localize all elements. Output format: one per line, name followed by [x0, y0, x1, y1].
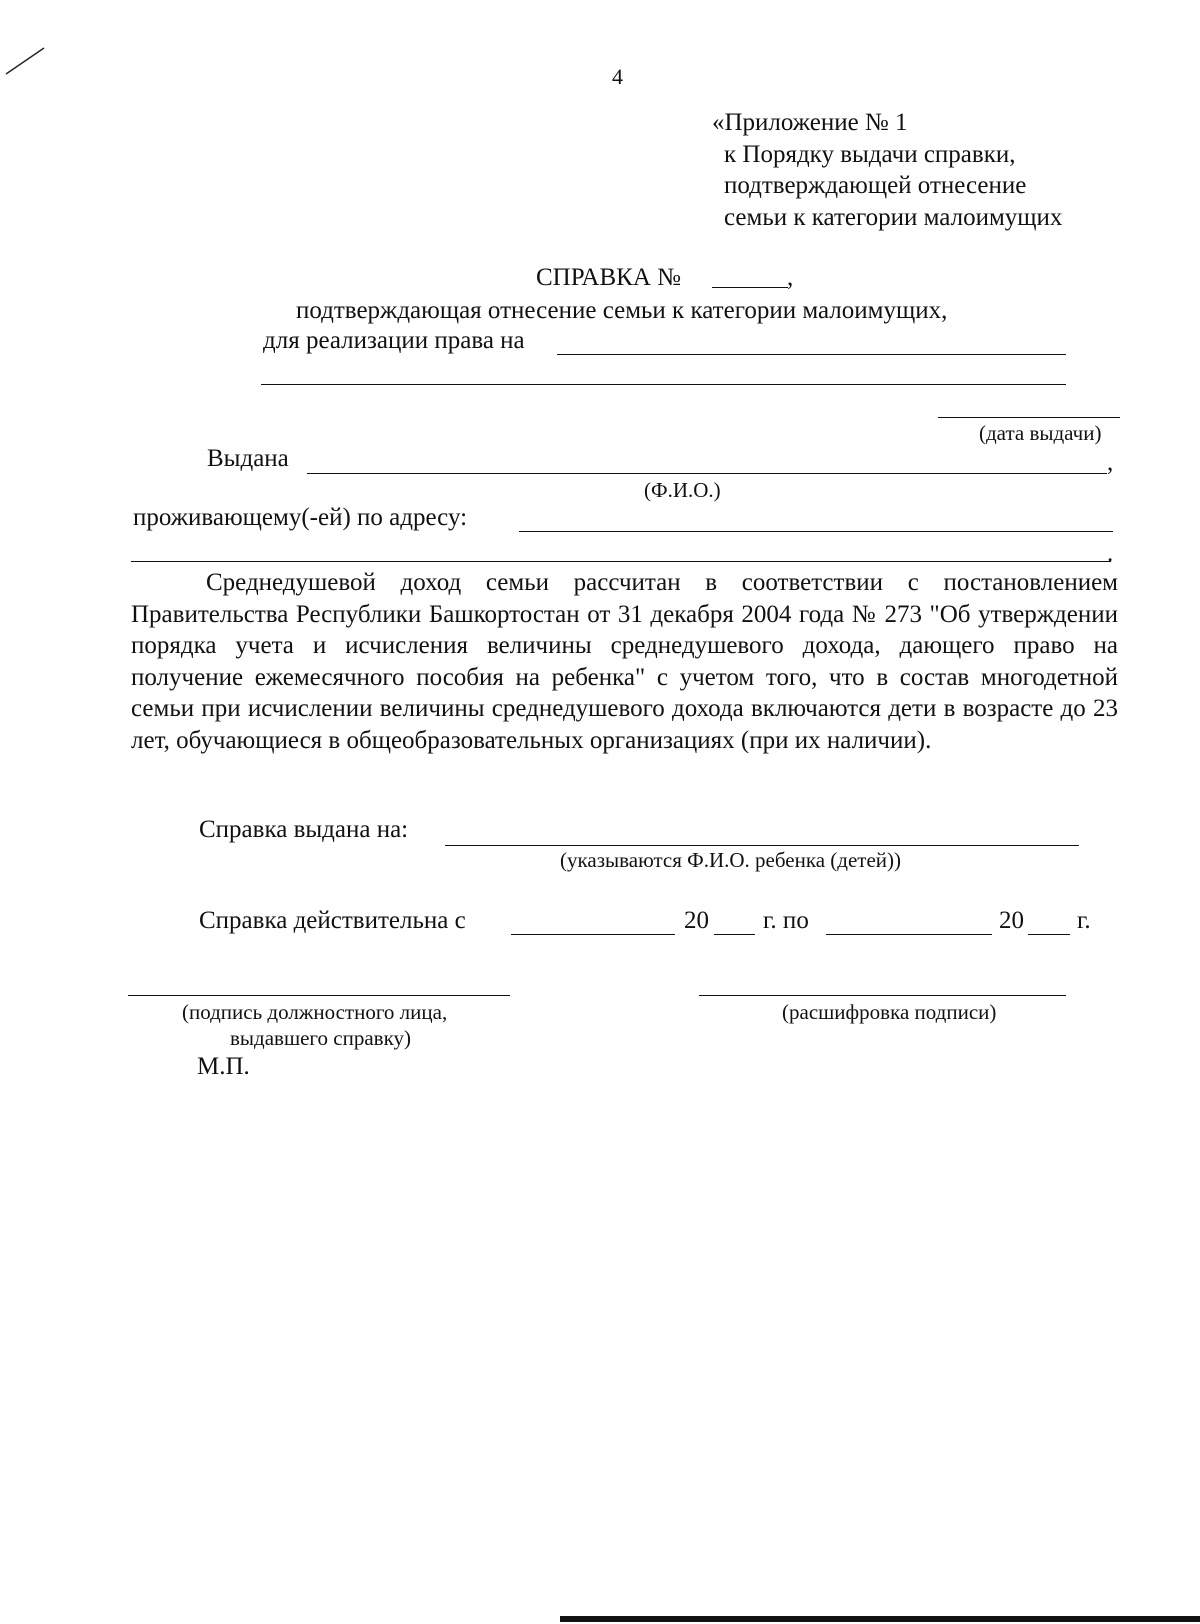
certificate-subtitle: подтверждающая отнесение семьи к категории малоимущих, — [296, 297, 948, 324]
issue-date-field[interactable] — [938, 417, 1120, 418]
scan-edge-border — [560, 1616, 1200, 1622]
valid-from-year-field[interactable] — [714, 934, 755, 935]
address-dot: . — [1107, 540, 1114, 567]
issued-for-label: Справка выдана на: — [199, 816, 409, 843]
address-field[interactable] — [519, 531, 1113, 532]
children-names-field[interactable] — [445, 845, 1079, 846]
income-calculation-paragraph: Среднедушевой доход семьи рассчитан в соответствии с постановлением Правительства Республики Башкортостан от 31 декабря 2004 года № 273 "Об утверждении порядка учета и исчисления величины среднедушевого дохода, дающего право на получение ежемесячного пособия на ребенка" с учетом того, что в состав многодетной семьи при исчислении величины среднедушевого дохода включаются дети в возрасте до 23 лет, обучающиеся в общеобразовательных организациях (при их наличии). — [131, 569, 1118, 754]
valid-to-year-prefix: 20 — [999, 907, 1024, 934]
appendix-line-2: к Порядку выдачи справки, — [724, 141, 1016, 168]
purpose-field-continued[interactable] — [261, 384, 1066, 385]
certificate-heading: СПРАВКА № — [536, 264, 681, 291]
page-number: 4 — [612, 64, 623, 89]
children-names-caption: (указываются Ф.И.О. ребенка (детей)) — [560, 848, 902, 872]
appendix-line-4: семьи к категории малоимущих — [724, 204, 1063, 231]
full-name-field[interactable] — [307, 473, 1107, 474]
official-signature-caption-1: (подпись должностного лица, — [182, 1000, 448, 1024]
appendix-line-3: подтверждающей отнесение — [724, 172, 1027, 199]
signature-decode-field[interactable] — [699, 995, 1066, 996]
valid-to-year-field[interactable] — [1028, 934, 1070, 935]
address-field-continued[interactable] — [131, 561, 1111, 562]
valid-to-date-field[interactable] — [826, 934, 992, 935]
signature-decode-caption: (расшифровка подписи) — [782, 1000, 997, 1024]
seal-place-label: М.П. — [197, 1053, 250, 1080]
validity-label: Справка действительна с — [199, 907, 466, 934]
address-label: проживающему(-ей) по адресу: — [133, 504, 468, 531]
issued-to-label: Выдана — [207, 445, 289, 472]
certificate-heading-comma: , — [787, 264, 794, 291]
pen-stroke-mark — [0, 40, 60, 80]
valid-from-date-field[interactable] — [511, 934, 675, 935]
full-name-caption: (Ф.И.О.) — [644, 478, 721, 502]
appendix-line-1: «Приложение № 1 — [712, 109, 908, 136]
valid-to-label: г. по — [763, 907, 809, 934]
valid-from-year-prefix: 20 — [684, 907, 709, 934]
issue-date-caption: (дата выдачи) — [979, 421, 1102, 445]
purpose-label: для реализации права на — [263, 327, 525, 354]
valid-to-year-suffix: г. — [1077, 907, 1091, 934]
official-signature-field[interactable] — [128, 995, 510, 996]
official-signature-caption-2: выдавшего справку) — [230, 1026, 411, 1050]
purpose-field[interactable] — [557, 354, 1066, 355]
certificate-number-field[interactable] — [712, 287, 788, 288]
issued-to-comma: , — [1107, 449, 1114, 476]
